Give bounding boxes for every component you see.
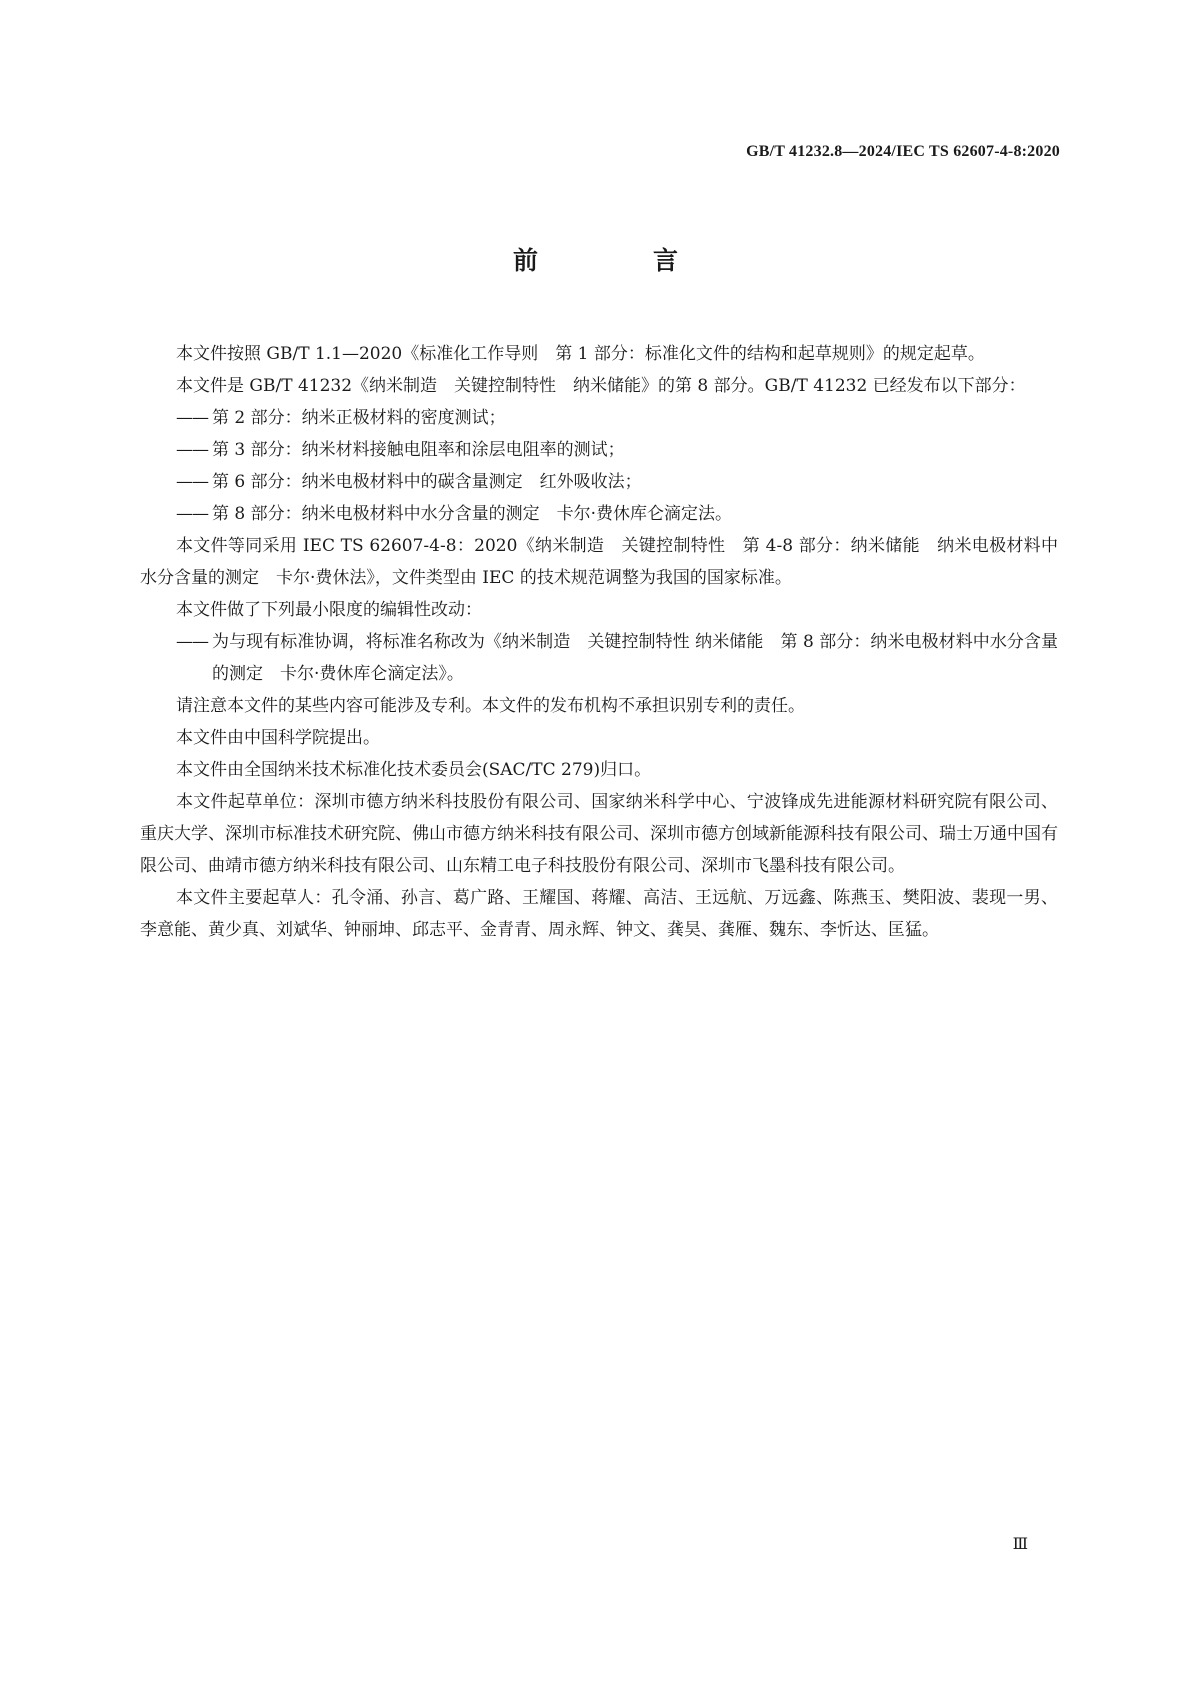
list-item-text: 第 3 部分：纳米材料接触电阻率和涂层电阻率的测试； <box>212 440 625 460</box>
dash-marker: —— <box>176 472 208 492</box>
paragraph-adoption: 本文件等同采用 IEC TS 62607-4-8：2020《纳米制造 关键控制特性 第 4-8 部分：纳米储能 纳米电极材料中水分含量的测定 卡尔·费休法》，文件类型由 IEC 的技术规范调整为我国的国家标准。 <box>140 536 1058 588</box>
list-item-part <box>140 434 1058 466</box>
foreword-body <box>140 338 1058 946</box>
paragraph-proposer: 本文件由中国科学院提出。 <box>176 728 380 748</box>
paragraph-series-info: 本文件是 GB/T 41232《纳米制造 关键控制特性 纳米储能》的第 8 部分。GB/T 41232 已经发布以下部分： <box>176 376 1026 396</box>
list-item-change <box>140 626 1058 690</box>
list-item-text: 第 2 部分：纳米正极材料的密度测试； <box>212 408 506 428</box>
paragraph-patent-notice: 请注意本文件的某些内容可能涉及专利。本文件的发布机构不承担识别专利的责任。 <box>176 696 805 716</box>
paragraph-technical-committee: 本文件由全国纳米技术标准化技术委员会(SAC/TC 279)归口。 <box>176 760 652 780</box>
list-item-part <box>140 402 1058 434</box>
paragraph-drafting-organizations: 本文件起草单位：深圳市德方纳米科技股份有限公司、国家纳米科学中心、宁波锋成先进能源材料研究院有限公司、重庆大学、深圳市标准技术研究院、佛山市德方纳米科技有限公司、深圳市德方创域新能源科技有限公司、瑞士万通中国有限公司、曲靖市德方纳米科技有限公司、山东精工电子科技股份有限公司、深圳市飞墨科技有限公司。 <box>140 792 1058 876</box>
dash-marker: —— <box>176 504 208 524</box>
list-item-part <box>140 498 1058 530</box>
list-item-text: 第 8 部分：纳米电极材料中水分含量的测定 卡尔·费休库仑滴定法。 <box>212 504 733 524</box>
dash-marker: —— <box>176 632 208 652</box>
dash-marker: —— <box>176 408 208 428</box>
standard-code: GB/T 41232.8—2024/IEC TS 62607-4-8:2020 <box>746 143 1060 160</box>
list-item-part <box>140 466 1058 498</box>
paragraph-drafters: 本文件主要起草人：孔令涌、孙言、葛广路、王耀国、蒋耀、高洁、王远航、万远鑫、陈燕玉、樊阳波、裴现一男、李意能、黄少真、刘斌华、钟丽坤、邱志平、金青青、周永辉、钟文、龚昊、龚雁、魏东、李忻达、匡猛。 <box>140 888 1058 940</box>
list-item-text: 为与现有标准协调，将标准名称改为《纳米制造 关键控制特性 纳米储能 第 8 部分：纳米电极材料中水分含量的测定 卡尔·费休库仑滴定法》。 <box>212 632 1058 684</box>
paragraph-drafting-rules: 本文件按照 GB/T 1.1—2020《标准化工作导则 第 1 部分：标准化文件的结构和起草规则》的规定起草。 <box>176 344 985 364</box>
paragraph-editorial-changes: 本文件做了下列最小限度的编辑性改动： <box>176 600 482 620</box>
list-item-text: 第 6 部分：纳米电极材料中的碳含量测定 红外吸收法； <box>212 472 642 492</box>
page-title: 前 言 <box>512 246 723 275</box>
page-number: Ⅲ <box>1012 1536 1028 1553</box>
dash-marker: —— <box>176 440 208 460</box>
